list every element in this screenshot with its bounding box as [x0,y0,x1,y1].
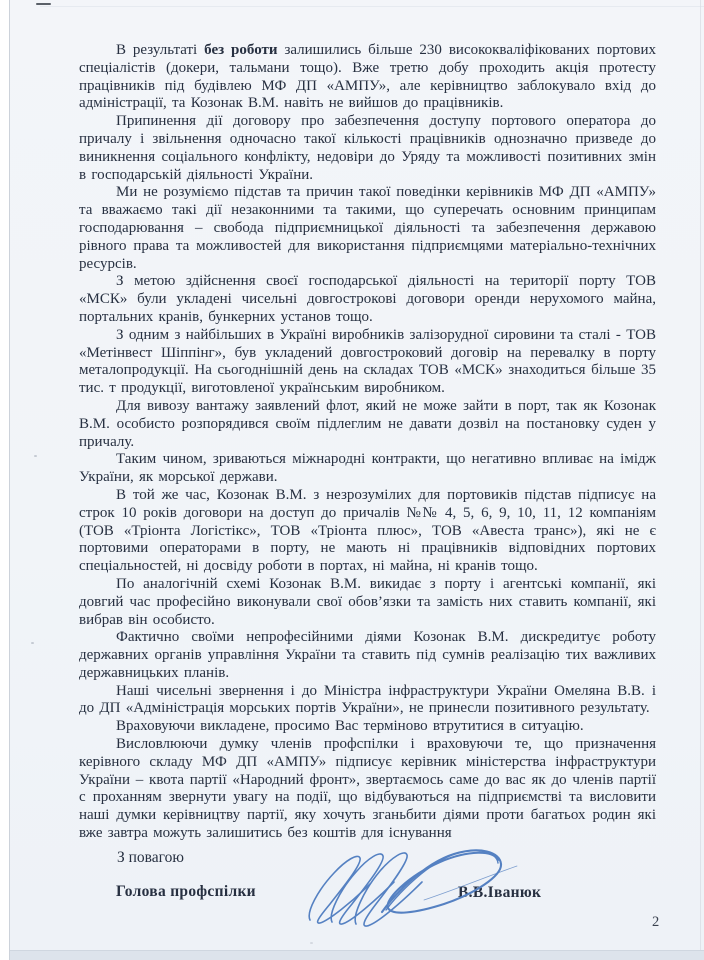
paragraph-text: залишились більше 230 висококваліфікованих портових спеціалістів (докери, тальмани тощо). Вже третю добу проходить акція протесту працівників під будівлею МФ ДП «АМПУ», але керівництво заблокувало вхід до адміністрації, та Козонак В.М. навіть не вийшов до працівників. [79,42,656,112]
scan-bottom-edge [10,950,704,960]
handwritten-signature [304,842,519,930]
salutation: З повагою [117,849,184,866]
paragraph: Ми не розуміємо підстав та причин такої поведінки керівників МФ ДП «АМПУ» та вважаємо такі дії незаконними та такими, що суперечать основним принципам господарювання – свобода підприємницької діяльності та забезпечення державою рівного права та можливостей для використання підприємцями матеріально-технічних ресурсів. [79,184,656,272]
scan-speck [310,942,313,944]
paragraph: По аналогічній схемі Козонак В.М. викидає з порту і агентські компанії, які довгий час професійно виконували свої обов’язки та замість них ставить компанії, які вибрав він особисто. [79,575,656,628]
scan-edge-artifact [40,6,704,7]
paragraph [79,42,656,113]
paragraph: В той же час, Козонак В.М. з незрозумілих для портовиків підстав підписує на строк 10 років договори на доступ до причалів №№ 4, 5, 6, 9, 10, 11, 12 компаніям (ТОВ «Тріонта Логістікс», ТОВ «Тріонта плюс», ТОВ «Авеста транс»), які не є портовими операторами в порту, не мають ні працівників відповідних портових спеціальностей, ні досвіду роботи в портах, ні майна, ні кранів тощо. [79,486,656,575]
paragraph: З метою здійснення своєї господарської діяльності на території порту ТОВ «МСК» були укладені чисельні довгострокові договори оренди нерухомого майна, портальних кранів, бункерних установ тощо. [79,273,656,325]
paragraph-text: В результаті [116,42,205,58]
scan-speck [31,642,34,644]
paragraph: Припинення дії договору про забезпечення доступу портового оператора до причалу і звільнення одночасно такої кількості працівників однозначно призведе до виникнення соціального конфлікту, недовіри до Уряду та можливості позитивних змін в господарській діяльності України. [79,113,656,183]
scanned-page [9,0,704,960]
paragraph: Для вивозу вантажу заявлений флот, який не може зайти в порт, так як Козонак В.М. особисто розпорядився своїм підлеглим не давати дозвіл на постановку суден у причалу. [79,397,656,450]
paragraph: Таким чином, зриваються міжнародні контракти, що негативно впливає на імідж України, як морської держави. [79,451,656,486]
scan-speck [34,455,37,457]
scan-corner-mark [36,3,51,5]
paragraph: Фактично своїми непрофесійними діями Козонак В.М. дискредитує роботу державних органів управління України та ставить під сумнів реалізацію тих важливих державницьких планів. [79,629,656,681]
page-number: 2 [652,914,660,930]
scan-edge-artifact [700,0,701,960]
signer-title: Голова профспілки [116,883,256,900]
bold-phrase: без роботи [204,42,278,58]
paragraph: Наші чисельні звернення і до Міністра інфраструктури України Омеляна В.В. і до ДП «Адміністрація морських портів України», не принесли позитивного результату. [79,682,656,717]
signature-ink [304,842,519,930]
paragraph: Висловлюючи думку членів профспілки і враховуючи те, що призначення керівного складу МФ ДП «АМПУ» підписує керівник міністерства інфраструктури України – квота партії «Народний фронт», звертаємось саме до вас як до членів партії с проханням звернути увагу на події, що відбуваються на підприємстві та висловити наші думки керівництву партії, яку хочуть зганьбити діями проти багатьох родин які вже завтра можуть залишитись без коштів для існування [79,736,656,842]
signer-name: В.В.Іванюк [458,884,542,901]
paragraph: З одним з найбільших в Україні виробників залізорудної сировини та сталі - ТОВ «Метінвест Шіппінг», був укладений довгостроковий договір на перевалку в порту металопродукції. На сьогоднішній день на складах ТОВ «МСК» знаходиться більше 35 тис. т продукції, виготовленої українським виробником. [79,326,656,397]
letter-body [79,42,656,843]
paragraph: Враховуючи викладене, просимо Вас терміново втрутитися в ситуацію. [116,718,584,735]
